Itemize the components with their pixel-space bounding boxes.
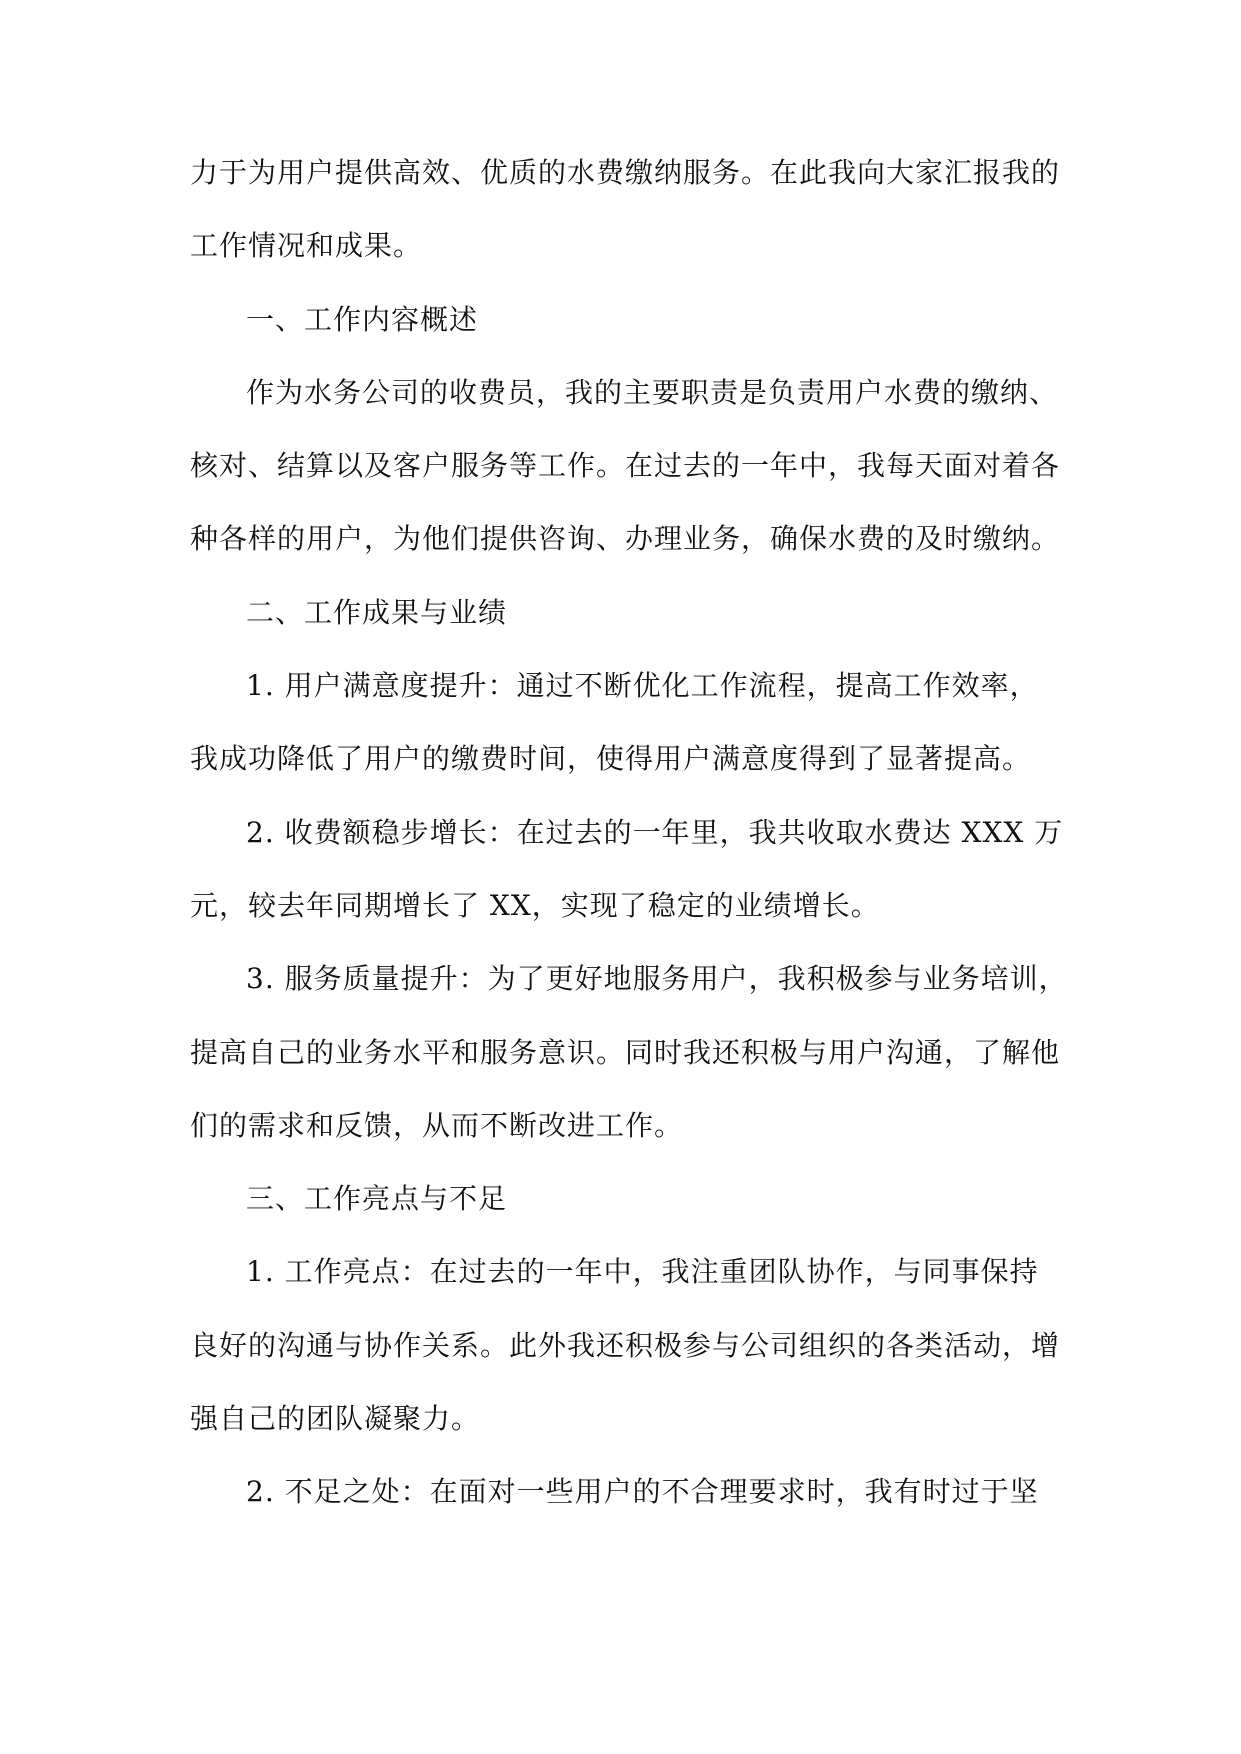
text-line: 3. 服务质量提升：为了更好地服务用户，我积极参与业务培训， <box>246 962 1068 996</box>
text-line: 我成功降低了用户的缴费时间，使得用户满意度得到了显著提高。 <box>190 742 1032 776</box>
text-line: 种各样的用户，为他们提供咨询、办理业务，确保水费的及时缴纳。 <box>190 522 1061 556</box>
text-line: 二、工作成果与业绩 <box>246 595 508 629</box>
text-line: 一、工作内容概述 <box>246 302 479 336</box>
text-line: 核对、结算以及客户服务等工作。在过去的一年中，我每天面对着各 <box>190 449 1061 483</box>
text-line: 工作情况和成果。 <box>190 229 423 263</box>
text-line: 作为水务公司的收费员，我的主要职责是负责用户水费的缴纳、 <box>246 375 1059 409</box>
text-line: 良好的沟通与协作关系。此外我还积极参与公司组织的各类活动，增 <box>190 1328 1061 1362</box>
text-line: 2. 收费额稳步增长：在过去的一年里，我共收取水费达 XXX 万 <box>246 815 1064 849</box>
text-line: 1. 工作亮点：在过去的一年中，我注重团队协作，与同事保持 <box>246 1255 1039 1289</box>
text-line: 元，较去年同期增长了 XX，实现了稳定的业绩增长。 <box>190 888 880 922</box>
text-line: 三、工作亮点与不足 <box>246 1182 508 1216</box>
text-line: 1. 用户满意度提升：通过不断优化工作流程，提高工作效率， <box>246 669 1039 703</box>
text-line: 力于为用户提供高效、优质的水费缴纳服务。在此我向大家汇报我的 <box>190 156 1061 189</box>
text-line: 提高自己的业务水平和服务意识。同时我还积极与用户沟通，了解他 <box>190 1035 1061 1069</box>
text-line: 2. 不足之处：在面对一些用户的不合理要求时，我有时过于坚 <box>246 1475 1039 1509</box>
text-line: 们的需求和反馈，从而不断改进工作。 <box>190 1108 684 1142</box>
text-line: 强自己的团队凝聚力。 <box>190 1402 481 1436</box>
document-body <box>190 136 1090 1529</box>
